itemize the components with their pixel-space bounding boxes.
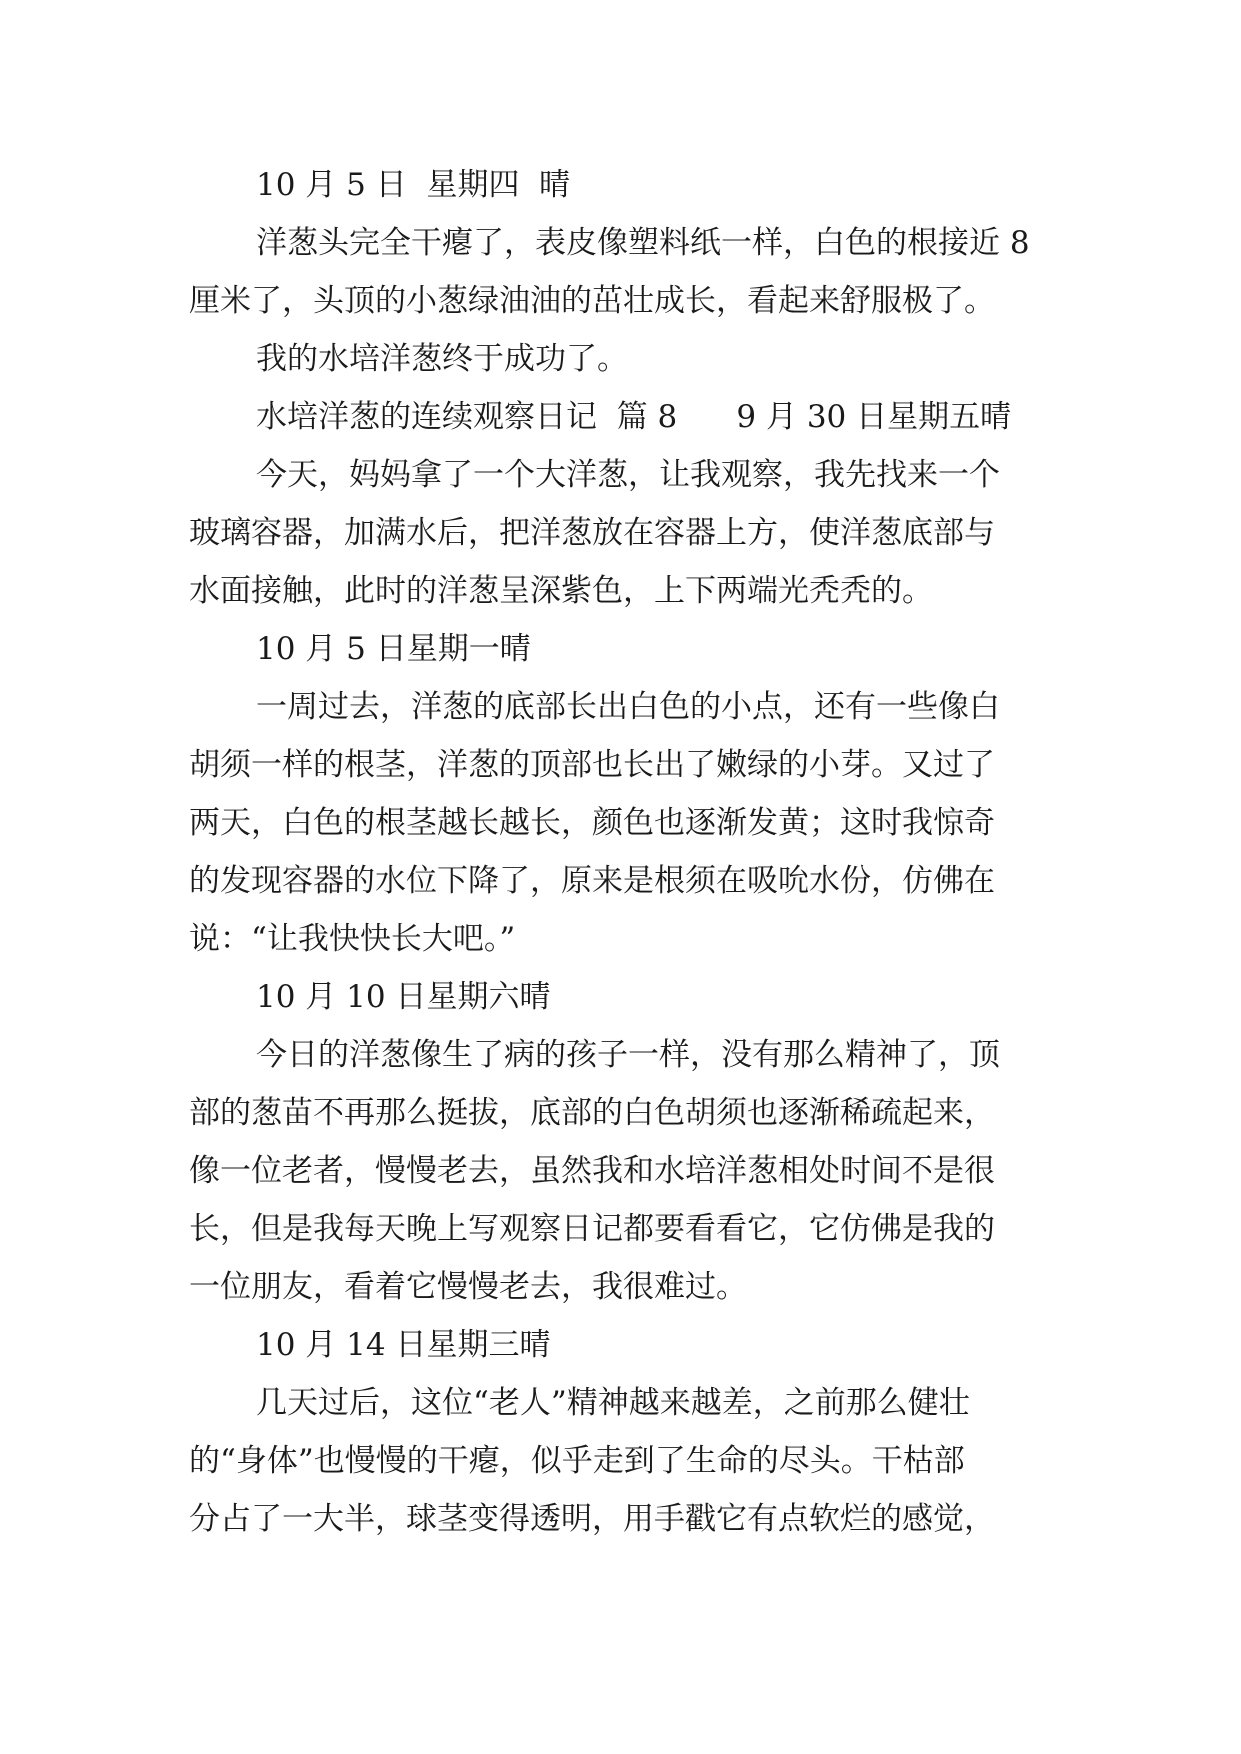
paragraph-line: 两天，白色的根茎越长越长，颜色也逐渐发黄；这时我惊奇 xyxy=(189,805,995,841)
paragraph-line: 今天，妈妈拿了一个大洋葱，让我观察，我先找来一个 xyxy=(256,457,1000,493)
paragraph-line: 说：“让我快快长大吧。” xyxy=(189,921,516,957)
paragraph-line: 的“身体”也慢慢的干瘪，似乎走到了生命的尽头。干枯部 xyxy=(189,1443,965,1479)
diary-date-oct10: 10 月 10 日星期六晴 xyxy=(256,979,551,1015)
paragraph-line: 我的水培洋葱终于成功了。 xyxy=(256,341,628,377)
paragraph-line: 部的葱苗不再那么挺拔，底部的白色胡须也逐渐稀疏起来， xyxy=(189,1095,995,1131)
paragraph-line: 分占了一大半，球茎变得透明，用手戳它有点软烂的感觉， xyxy=(189,1501,995,1537)
paragraph-line: 几天过后，这位“老人”精神越来越差，之前那么健壮 xyxy=(256,1385,970,1421)
paragraph-line: 水面接触，此时的洋葱呈深紫色，上下两端光秃秃的。 xyxy=(189,573,933,609)
diary-date-oct5-monday: 10 月 5 日星期一晴 xyxy=(256,631,531,667)
paragraph-line: 洋葱头完全干瘪了，表皮像塑料纸一样，白色的根接近 8 xyxy=(256,225,1030,261)
section-heading-part-8: 水培洋葱的连续观察日记 篇 8 9 月 30 日星期五晴 xyxy=(256,399,1012,435)
paragraph-line: 一周过去，洋葱的底部长出白色的小点，还有一些像白 xyxy=(256,689,1000,725)
paragraph-line: 长，但是我每天晚上写观察日记都要看看它，它仿佛是我的 xyxy=(189,1211,995,1247)
diary-date-oct14: 10 月 14 日星期三晴 xyxy=(256,1327,551,1363)
paragraph-line: 玻璃容器，加满水后，把洋葱放在容器上方，使洋葱底部与 xyxy=(189,515,995,551)
paragraph-line: 今日的洋葱像生了病的孩子一样，没有那么精神了，顶 xyxy=(256,1037,1000,1073)
paragraph-line: 的发现容器的水位下降了，原来是根须在吸吮水份，仿佛在 xyxy=(189,863,995,899)
paragraph-line: 像一位老者，慢慢老去，虽然我和水培洋葱相处时间不是很 xyxy=(189,1153,995,1189)
paragraph-line: 胡须一样的根茎，洋葱的顶部也长出了嫩绿的小芽。又过了 xyxy=(189,747,995,783)
diary-date-oct5-thursday: 10 月 5 日 星期四 晴 xyxy=(256,167,571,203)
paragraph-line: 一位朋友，看着它慢慢老去，我很难过。 xyxy=(189,1269,747,1305)
paragraph-line: 厘米了，头顶的小葱绿油油的茁壮成长，看起来舒服极了。 xyxy=(189,283,995,319)
